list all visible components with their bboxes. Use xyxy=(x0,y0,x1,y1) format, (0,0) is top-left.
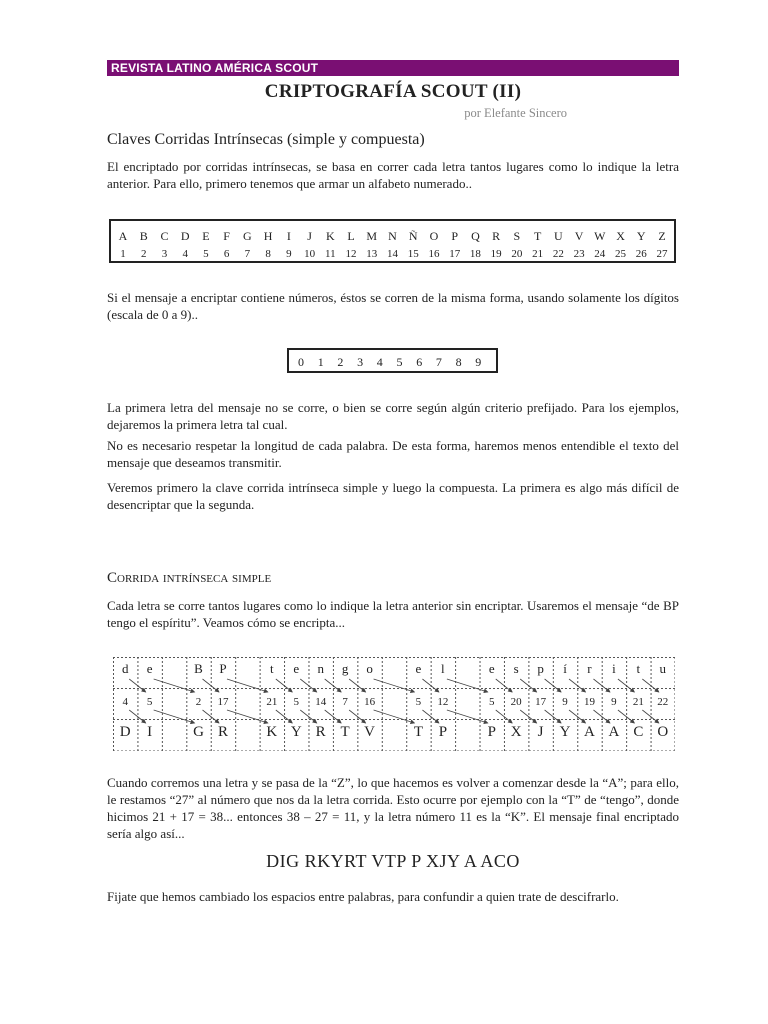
alphabet-number: 13 xyxy=(366,248,378,260)
alphabet-number: 25 xyxy=(615,248,627,260)
alphabet-letter: W xyxy=(594,229,606,243)
alphabet-letter: K xyxy=(325,229,335,243)
digits-table xyxy=(287,348,498,373)
alphabet-number: 2 xyxy=(140,248,147,260)
paragraph-overview: Veremos primero la clave corrida intrínseca simple y luego la compuesta. La primera es algo más difícil de desencriptar que la segunda. xyxy=(107,480,679,512)
digit-cell: 1 xyxy=(317,355,324,369)
alphabet-number: 20 xyxy=(511,248,523,260)
plain-letter: t xyxy=(636,661,641,676)
digit-cell: 4 xyxy=(376,355,383,369)
alphabet-letter: X xyxy=(616,229,625,243)
letter-value: 5 xyxy=(146,696,153,708)
alphabet-letter: O xyxy=(429,229,439,243)
alphabet-number: 18 xyxy=(469,248,481,260)
plain-letter: n xyxy=(317,661,324,676)
value-arrow xyxy=(325,710,341,723)
alphabet-letters-row xyxy=(111,227,674,245)
cipher-letter: A xyxy=(584,724,595,740)
alphabet-letter: Z xyxy=(658,229,666,243)
alphabet-letter: L xyxy=(347,229,355,243)
alphabet-letter: H xyxy=(263,229,273,243)
alphabet-number: 3 xyxy=(161,248,168,260)
paragraph-wraparound: Cuando corremos una letra y se pasa de la “Z”, lo que hacemos es volver a comenzar desde la “A”; para ello, le restamos “27” al número que nos da la letra corrida. Esto ocurre por ejemplo con la “T” de “tengo”, donde hicimos 21 + 17 = 38... entonces 38 – 27 = 11, y la letra número 11 es la “K”. El mensaje final encriptado sería algo así... xyxy=(107,775,679,841)
letter-value: 12 xyxy=(437,696,449,708)
letter-value: 14 xyxy=(315,696,327,708)
plain-letter: p xyxy=(537,661,544,676)
plain-letter: e xyxy=(488,661,495,676)
paragraph-simple-intro: Cada letra se corre tantos lugares como lo indique la letra anterior sin encriptar. Usaremos el mensaje “de BP tengo el espíritu”. Veamos cómo se encripta... xyxy=(107,598,679,630)
shift-arrow xyxy=(227,679,268,692)
cipher-letter: T xyxy=(413,724,424,740)
alphabet-letter: A xyxy=(118,229,128,243)
plain-letter: P xyxy=(219,661,227,676)
alphabet-letter: F xyxy=(223,229,230,243)
letter-value: 17 xyxy=(535,696,547,708)
alphabet-letter: U xyxy=(554,229,563,243)
cipher-letter: O xyxy=(657,724,669,740)
alphabet-letter: M xyxy=(366,229,378,243)
alphabet-number: 17 xyxy=(449,248,461,260)
alphabet-letter: I xyxy=(286,229,291,243)
digit-cell: 6 xyxy=(416,355,423,369)
letter-value: 9 xyxy=(562,696,568,708)
section-heading-keys: Claves Corridas Intrínsecas (simple y compuesta) xyxy=(107,131,425,148)
cipher-letter: P xyxy=(487,724,496,740)
alphabet-letter: N xyxy=(388,229,397,243)
alphabet-number: 4 xyxy=(182,248,188,260)
digit-cell: 7 xyxy=(435,355,442,369)
alphabet-letter: C xyxy=(160,229,169,243)
digits-row xyxy=(289,353,496,371)
letter-value: 17 xyxy=(217,696,229,708)
alphabet-number: 9 xyxy=(286,248,292,260)
cipher-letter: R xyxy=(315,724,326,740)
cipher-letter: V xyxy=(364,724,375,740)
encrypted-message: DIG RKYRT VTP P XJY A ACO xyxy=(266,851,520,871)
alphabet-letter: S xyxy=(513,229,521,243)
article-title: CRIPTOGRAFÍA SCOUT (II) xyxy=(264,81,522,102)
digit-cell: 3 xyxy=(357,355,364,369)
alphabet-number: 6 xyxy=(223,248,230,260)
paragraph-numbers: Si el mensaje a encriptar contiene números, éstos se corren de la misma forma, usando solamente los dígitos (escala de 0 a 9).. xyxy=(107,290,679,322)
alphabet-number: 8 xyxy=(265,248,271,260)
cipher-letter: C xyxy=(633,724,644,740)
alphabet-letter: R xyxy=(492,229,501,243)
shift-arrow xyxy=(203,679,219,692)
digit-cell: 0 xyxy=(298,355,304,369)
plain-letter: i xyxy=(612,661,616,676)
value-arrow xyxy=(447,710,488,723)
article-byline: por Elefante Sincero xyxy=(464,106,567,120)
letter-value: 5 xyxy=(415,696,422,708)
plain-letter: e xyxy=(293,661,300,676)
digit-cell: 2 xyxy=(337,355,344,369)
paragraph-first-letter: La primera letra del mensaje no se corre, o bien se corre según algún criterio prefijado. Para los ejemplos, dejaremos la primera letra tal cual. xyxy=(107,400,679,432)
numbered-alphabet-table xyxy=(109,219,676,263)
section-heading-simple: Corrida intrínseca simple xyxy=(107,570,272,586)
alphabet-number: 11 xyxy=(325,248,336,260)
alphabet-number: 16 xyxy=(428,248,440,260)
plain-letter: B xyxy=(194,661,203,676)
alphabet-number: 19 xyxy=(490,248,502,260)
digit-cell: 5 xyxy=(396,355,403,369)
alphabet-number: 24 xyxy=(594,248,606,260)
value-arrow xyxy=(154,710,195,723)
plain-letter: t xyxy=(270,661,274,676)
value-arrow xyxy=(203,710,219,723)
alphabet-letter: G xyxy=(243,229,252,243)
shift-arrow xyxy=(154,679,195,692)
plain-letter: e xyxy=(415,661,422,676)
shift-arrow xyxy=(276,679,292,692)
alphabet-number: 10 xyxy=(304,248,316,260)
alphabet-letter: P xyxy=(451,229,459,243)
letter-value: 9 xyxy=(611,696,617,708)
paragraph-word-length: No es necesario respetar la longitud de cada palabra. De esta forma, haremos menos entendible el texto del mensaje que deseamos transmitir. xyxy=(107,438,679,470)
value-arrow xyxy=(374,710,415,723)
alphabet-letter: Y xyxy=(636,229,646,243)
alphabet-number: 22 xyxy=(552,248,564,260)
letter-value: 21 xyxy=(632,696,644,708)
plain-letter: e xyxy=(146,661,153,676)
cipher-letter: K xyxy=(266,724,278,740)
alphabet-numbers-row xyxy=(111,245,674,263)
value-arrow xyxy=(227,710,268,723)
alphabet-number: 7 xyxy=(244,248,251,260)
digit-cell: 8 xyxy=(455,355,462,369)
letter-value: 4 xyxy=(122,696,128,708)
alphabet-number: 21 xyxy=(532,248,544,260)
letter-value: 21 xyxy=(266,696,278,708)
alphabet-letter: T xyxy=(533,229,542,243)
shift-arrow xyxy=(545,679,561,692)
value-arrow xyxy=(642,710,658,723)
letter-value: 7 xyxy=(342,696,348,708)
cipher-letter: A xyxy=(608,724,620,740)
digit-cell: 9 xyxy=(475,355,482,369)
cipher-letter: D xyxy=(119,724,131,740)
plain-letter: u xyxy=(659,661,667,676)
letter-value: 20 xyxy=(510,696,522,708)
cipher-letter: X xyxy=(510,724,522,740)
cipher-letter: J xyxy=(537,724,544,740)
plain-letter: s xyxy=(513,661,519,676)
plain-letter: l xyxy=(441,661,445,676)
plain-letter: d xyxy=(121,661,129,676)
cipher-letter: P xyxy=(438,724,448,740)
alphabet-number: 26 xyxy=(635,248,647,260)
alphabet-number: 27 xyxy=(656,248,668,260)
encryption-example-table xyxy=(113,657,675,751)
letter-value: 2 xyxy=(195,696,202,708)
alphabet-letter: Q xyxy=(471,229,480,243)
letter-value: 22 xyxy=(657,696,669,708)
shift-arrow xyxy=(447,679,488,692)
cipher-letter: Y xyxy=(559,724,571,740)
value-arrow xyxy=(276,710,292,723)
alphabet-number: 14 xyxy=(387,248,398,260)
cipher-letter: I xyxy=(147,724,153,740)
alphabet-letter: B xyxy=(139,229,148,243)
cipher-letter: T xyxy=(340,724,350,740)
alphabet-number: 23 xyxy=(573,248,585,260)
cipher-letter: Y xyxy=(290,724,302,740)
alphabet-letter: Ñ xyxy=(408,229,418,243)
alphabet-letter: D xyxy=(180,229,190,243)
plain-letter: í xyxy=(563,661,567,676)
alphabet-number: 15 xyxy=(407,248,419,260)
paragraph-intro: El encriptado por corridas intrínsecas, se basa en correr cada letra tantos lugares como lo indique la letra anterior. Para ello, primero tenemos que armar un alfabeto numerado.. xyxy=(107,159,679,191)
letter-value: 5 xyxy=(488,696,495,708)
cipher-letter: R xyxy=(217,724,228,740)
cipher-letter: G xyxy=(193,724,204,740)
alphabet-letter: E xyxy=(202,229,210,243)
plain-letter: o xyxy=(366,661,373,676)
shift-arrow xyxy=(642,679,658,692)
alphabet-number: 5 xyxy=(203,248,209,260)
value-arrow xyxy=(545,710,561,723)
alphabet-number: 12 xyxy=(345,248,357,260)
paragraph-closing: Fijate que hemos cambiado los espacios entre palabras, para confundir a quien trate de descifrarlo. xyxy=(107,889,619,904)
alphabet-letter: V xyxy=(574,229,584,243)
plain-letter: g xyxy=(341,661,349,676)
letter-value: 5 xyxy=(293,696,299,708)
plain-letter: r xyxy=(587,661,592,676)
shift-arrow xyxy=(374,679,415,692)
alphabet-number: 1 xyxy=(120,248,126,260)
letter-value: 16 xyxy=(364,696,376,708)
letter-value: 19 xyxy=(583,696,595,708)
magazine-banner: REVISTA LATINO AMÉRICA SCOUT xyxy=(107,60,679,76)
alphabet-letter: J xyxy=(307,229,312,243)
shift-arrow xyxy=(325,679,341,692)
